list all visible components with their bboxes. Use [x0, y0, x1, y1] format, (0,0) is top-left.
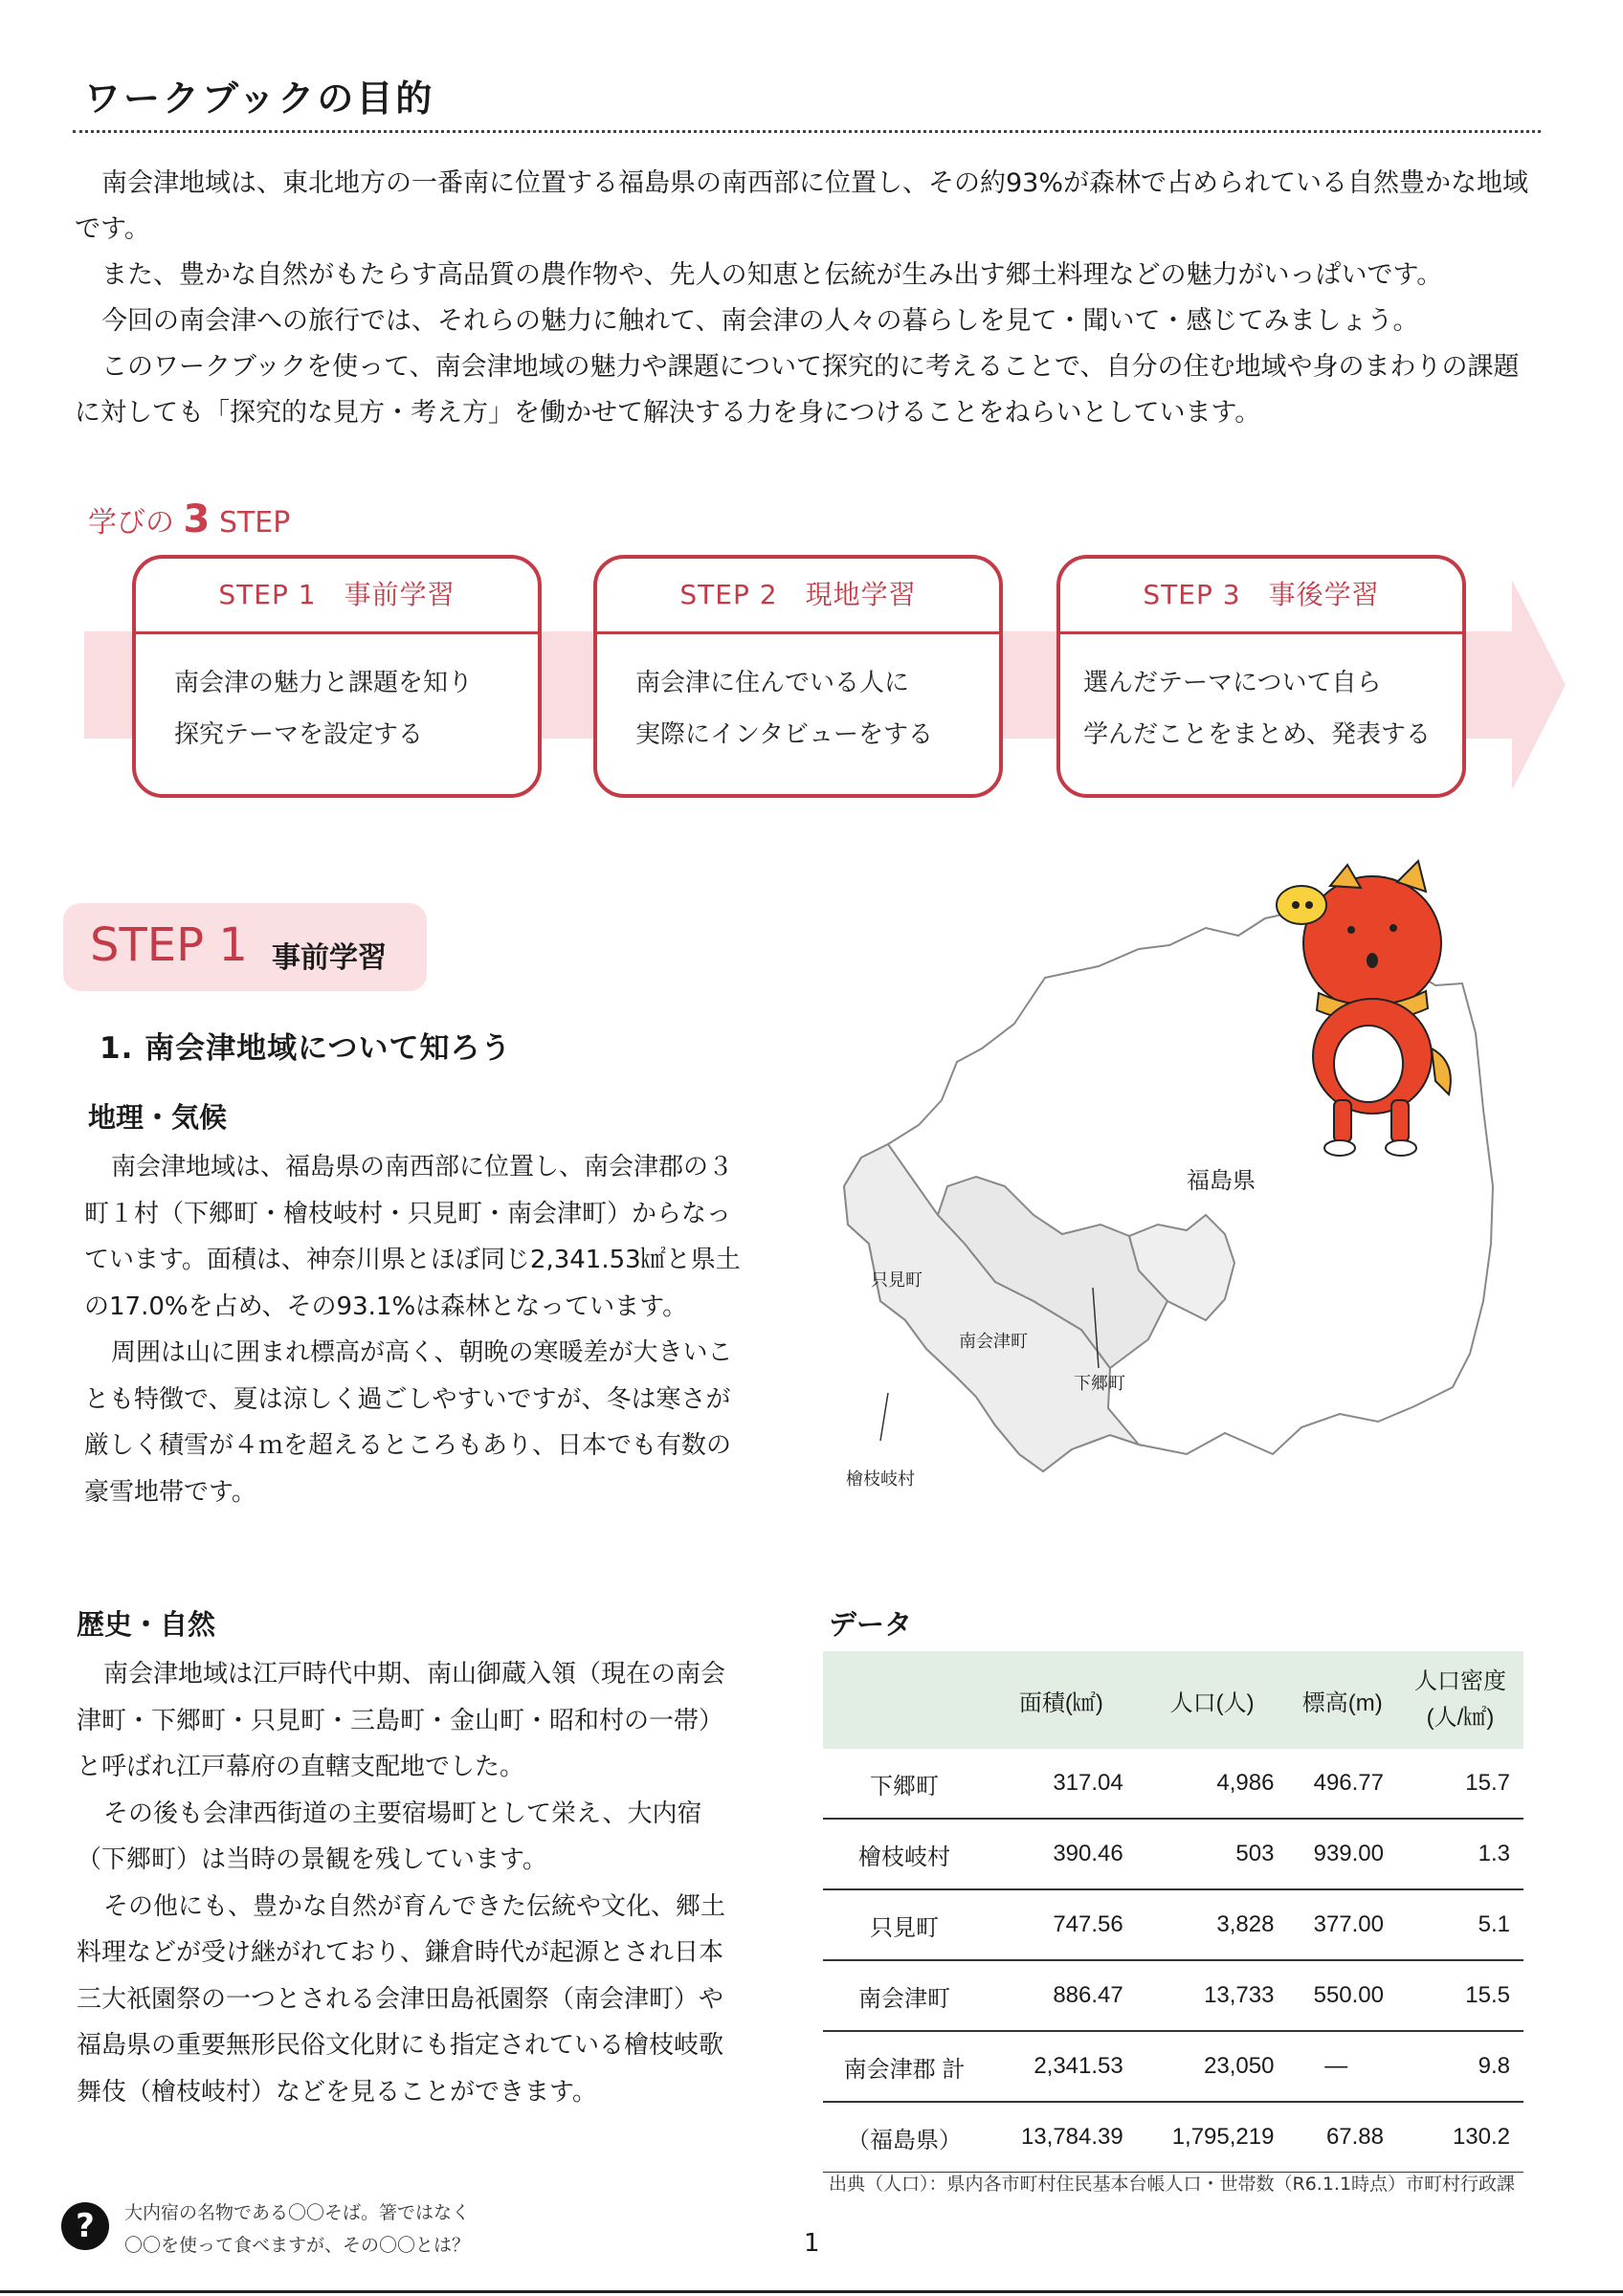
step-card-3 — [1056, 555, 1466, 798]
table-cell: 15.7 — [1397, 1749, 1523, 1819]
step-card-2 — [593, 555, 1003, 798]
table-row — [823, 1960, 1523, 2031]
step-card-title: STEP 1 事前学習 — [136, 559, 538, 634]
title-divider — [73, 130, 1541, 133]
fukushima-map — [823, 823, 1512, 1512]
table-cell: 747.56 — [986, 1889, 1137, 1960]
table-cell: 1,795,219 — [1137, 2102, 1288, 2173]
table-row — [823, 2102, 1523, 2173]
map-label-shimogo: 下郷町 — [1074, 1374, 1125, 1394]
table-cell: 5.1 — [1397, 1889, 1523, 1960]
table-cell: 4,986 — [1137, 1749, 1288, 1819]
table-cell: 下郷町 — [823, 1749, 986, 1819]
intro-paragraph: このワークブックを使って、南会津地域の魅力や課題について探究的に考えることで、自分の住む地域や身のまわりの課題に対しても「探究的な見方・考え方」を働かせて解決する力を身につけることをねらいとしています。 — [75, 352, 1520, 428]
table-row-total — [823, 2031, 1523, 2102]
intro-paragraph: また、豊かな自然がもたらす高品質の農作物や、先人の知恵と伝統が生み出す郷土料理などの魅力がいっぱいです。 — [101, 260, 1443, 290]
step1-badge-label: 事前学習 — [272, 941, 387, 975]
table-header: 標高(m) — [1287, 1651, 1397, 1749]
table-cell: 67.88 — [1287, 2102, 1397, 2173]
table-cell: 15.5 — [1397, 1960, 1523, 2031]
table-cell: 886.47 — [986, 1960, 1137, 2031]
intro-text — [75, 161, 1529, 436]
table-cell: 13,784.39 — [986, 2102, 1137, 2173]
section-title: 1. 南会津地域について知ろう — [100, 1031, 512, 1066]
table-cell: 390.46 — [986, 1819, 1137, 1889]
bottom-divider — [0, 2290, 1623, 2293]
history-text — [77, 1651, 746, 2115]
map-leader-line — [880, 1393, 888, 1441]
step1-badge-step: STEP 1 — [90, 918, 248, 972]
quiz-line: 大内宿の名物である〇〇そば。箸ではなく — [124, 2202, 471, 2223]
steps-heading-pre: 学びの — [88, 506, 174, 540]
data-table — [823, 1651, 1523, 2173]
steps-heading-post: STEP — [218, 506, 291, 540]
table-cell: 9.8 — [1397, 2031, 1523, 2102]
step-card-text: 選んだテーマについて自ら — [1083, 669, 1382, 697]
step-card-text: 実際にインタビューをする — [635, 720, 933, 749]
table-row — [823, 1889, 1523, 1960]
table-header-row — [823, 1651, 1523, 1749]
data-source: 出典（人口）：県内各市町村住民基本台帳人口・世帯数（R6.1.1時点）市町村行政課 — [829, 2174, 1516, 2195]
table-cell: 23,050 — [1137, 2031, 1288, 2102]
table-row — [823, 1819, 1523, 1889]
table-cell: 130.2 — [1397, 2102, 1523, 2173]
page-number: 1 — [804, 2229, 820, 2258]
table-cell: 317.04 — [986, 1749, 1137, 1819]
question-icon: ? — [61, 2202, 109, 2250]
table-header: 面積(㎢) — [986, 1651, 1137, 1749]
step-card-text: 南会津の魅力と課題を知り — [174, 669, 474, 697]
step1-badge — [63, 903, 427, 991]
table-cell: — — [1287, 2031, 1397, 2102]
table-cell: 只見町 — [823, 1889, 986, 1960]
history-paragraph: その後も会津西街道の主要宿場町として栄え、大内宿（下郷町）は当時の景観を残しています。 — [77, 1799, 702, 1874]
intro-paragraph: 今回の南会津への旅行では、それらの魅力に触れて、南会津の人々の暮らしを見て・聞いて・感じてみましょう。 — [101, 306, 1419, 336]
table-cell: 南会津郡 計 — [823, 2031, 986, 2102]
quiz-line: 〇〇を使って食べますが、その〇〇とは？ — [124, 2235, 471, 2256]
page-title: ワークブックの目的 — [84, 77, 435, 120]
geo-paragraph: 南会津地域は、福島県の南西部に位置し、南会津郡の３町１村（下郷町・檜枝岐村・只見町・南会津町）からなっています。面積は、神奈川県とほぼ同じ2,341.53㎢と県土の17.0%を占め、その93.1%は森林となっています。 — [84, 1153, 741, 1321]
table-header — [823, 1651, 986, 1749]
history-paragraph: 南会津地域は江戸時代中期、南山御蔵入領（現在の南会津町・下郷町・只見町・三島町・金山町・昭和村の一帯）と呼ばれ江戸幕府の直轄支配地でした。 — [77, 1660, 726, 1781]
steps-heading-num: 3 — [183, 497, 211, 541]
mascot-illustration — [1277, 861, 1451, 1156]
table-header: 人口(人) — [1137, 1651, 1288, 1749]
quiz-text — [124, 2197, 470, 2262]
table-cell: 1.3 — [1397, 1819, 1523, 1889]
map-label-hinoemata: 檜枝岐村 — [846, 1469, 915, 1490]
table-cell: 3,828 — [1137, 1889, 1288, 1960]
geo-paragraph: 周囲は山に囲まれ標高が高く、朝晩の寒暖差が大きいことも特徴で、夏は涼しく過ごしやすいですが、冬は寒さが厳しく積雪が４ｍを超えるところもあり、日本でも有数の豪雪地帯です。 — [84, 1338, 733, 1507]
geo-heading: 地理・気候 — [88, 1101, 228, 1134]
history-paragraph: その他にも、豊かな自然が育んできた伝統や文化、郷土料理などが受け継がれており、鎌倉時代が起源とされ日本三大祇園祭の一つとされる会津田島祇園祭（南会津町）や福島県の重要無形民俗文化財にも指定されている檜枝岐歌舞伎（檜枝岐村）などを見ることができます。 — [77, 1891, 726, 2107]
geo-text — [84, 1144, 745, 1515]
table-cell: 939.00 — [1287, 1819, 1397, 1889]
table-cell: （福島県） — [823, 2102, 986, 2173]
step-card-text: 学んだことをまとめ、発表する — [1083, 720, 1431, 749]
steps-arrow-head — [1512, 580, 1566, 790]
table-cell: 550.00 — [1287, 1960, 1397, 2031]
table-cell: 2,341.53 — [986, 2031, 1137, 2102]
intro-paragraph: 南会津地域は、東北地方の一番南に位置する福島県の南西部に位置し、その約93%が森林で占められている自然豊かな地域です。 — [75, 168, 1529, 244]
table-cell: 13,733 — [1137, 1960, 1288, 2031]
table-cell: 377.00 — [1287, 1889, 1397, 1960]
map-label-tadami: 只見町 — [871, 1270, 923, 1291]
map-label-minamiaizu: 南会津町 — [959, 1332, 1028, 1352]
table-cell: 南会津町 — [823, 1960, 986, 2031]
steps-heading — [88, 497, 290, 541]
step-card-text: 南会津に住んでいる人に — [635, 669, 910, 697]
table-cell: 503 — [1137, 1819, 1288, 1889]
step-card-title: STEP 3 事後学習 — [1060, 559, 1462, 634]
table-cell: 檜枝岐村 — [823, 1819, 986, 1889]
table-row — [823, 1749, 1523, 1819]
table-cell: 496.77 — [1287, 1749, 1397, 1819]
step-card-1 — [132, 555, 542, 798]
data-heading: データ — [829, 1608, 913, 1641]
table-header: 人口密度 (人/㎢) — [1397, 1651, 1523, 1749]
step-card-text: 探究テーマを設定する — [174, 720, 424, 749]
step-card-title: STEP 2 現地学習 — [597, 559, 999, 634]
map-label-prefecture: 福島県 — [1187, 1167, 1256, 1194]
history-heading: 歴史・自然 — [77, 1608, 216, 1641]
